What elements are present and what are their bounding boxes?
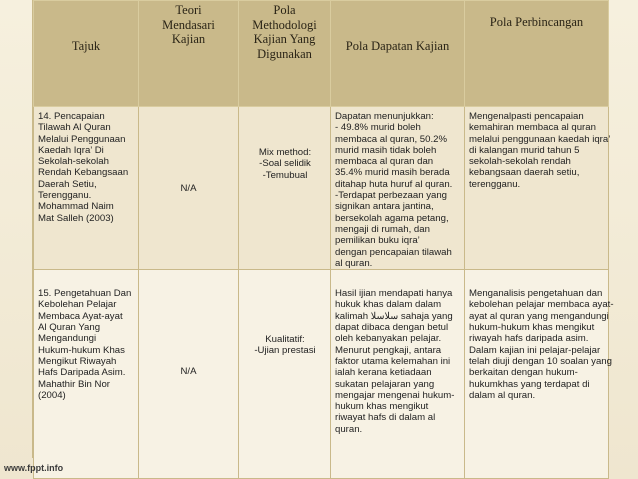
cell-line: -Terdapat perbezaan yang	[335, 190, 448, 202]
cell-line: ayat al quran yang mengandungi	[469, 310, 609, 322]
cell-line: hukum khas mengikut	[335, 401, 429, 413]
cell-line: kalimah سلاسلا sahaja yang	[335, 310, 453, 322]
cell-line: -Soal selidik	[259, 158, 311, 170]
cell-line: faktor utama kelemahan ini	[335, 355, 451, 367]
cell-line: Mengandungi	[38, 333, 97, 345]
cell-line: ditahap huta huruf al quran.	[335, 178, 453, 190]
cell-line: Dapatan menunjukkan:	[335, 111, 434, 122]
cell-line: Kaedah Iqra’ Di	[38, 144, 104, 156]
cell-line: membaca al quran dan	[335, 156, 434, 168]
cell-line: kebolehan pelajar membaca ayat-	[469, 299, 614, 311]
literature-table-container	[32, 0, 614, 458]
cell-line: 15. Pengetahuan Dan	[38, 288, 132, 300]
cell-line: signikan antara jantina,	[335, 201, 434, 213]
cell-line: pemilikan buku iqra’	[335, 235, 420, 247]
cell-line: - 49.8% murid boleh	[335, 122, 421, 134]
cell-line: hukum-hukum khas mengikut	[469, 322, 595, 334]
cell-line: -Temubual	[262, 169, 308, 181]
cell-line: Al Quran Yang	[38, 322, 101, 334]
cell-line: (2004)	[38, 389, 66, 401]
cell-perbincangan	[465, 107, 609, 270]
footer-url[interactable]: www.fppt.info	[4, 463, 64, 473]
cell-line: 14. Pencapaian	[38, 111, 105, 122]
cell-line: Mat Salleh (2003)	[38, 212, 114, 224]
header-teori	[139, 1, 239, 107]
cell-tajuk	[34, 270, 139, 479]
header-metodologi-line: Kajian Yang	[253, 32, 316, 46]
header-teori-line: Kajian	[171, 32, 206, 46]
cell-perbincangan	[465, 270, 614, 479]
cell-line: Kualitatif:	[265, 334, 305, 346]
cell-line: murid masih tidak boleh	[335, 144, 437, 156]
cell-line: telah diuji dengan 10 soalan yang	[469, 355, 612, 367]
header-dapatan	[331, 1, 465, 107]
header-metodologi-line: Pola	[273, 3, 296, 17]
cell-line: -Ujian prestasi	[254, 345, 316, 357]
header-teori-line: Mendasari	[162, 17, 215, 32]
cell-line: melalui penggunaan kaedah iqra’	[469, 133, 611, 145]
header-perbincangan-label: Pola Perbincangan	[489, 15, 584, 29]
header-tajuk-label: Tajuk	[71, 39, 101, 54]
cell-line: Mix method:	[258, 147, 312, 158]
cell-line: Rendah Kebangsaan	[38, 167, 129, 179]
cell-line: Menurut pengkaji, antara	[335, 344, 442, 356]
cell-line: 35.4% murid masih berada	[335, 167, 450, 179]
cell-line: Menganalisis pengetahuan dan	[469, 288, 603, 300]
table-row	[34, 107, 609, 270]
cell-line: Terengganu.	[38, 190, 92, 202]
cell-line: mengajar mengenai hukum-	[335, 389, 455, 401]
cell-dapatan	[331, 270, 465, 479]
cell-line: Hasil ijian mendapati hanya	[335, 288, 453, 300]
cell-line: Hukum-hukum Khas	[38, 344, 125, 356]
cell-teori-value: N/A	[180, 366, 197, 378]
cell-teori	[139, 270, 239, 479]
cell-line: ialah kerana ketiadaan	[335, 367, 432, 379]
cell-line: di kalangan murid tahun 5	[469, 144, 580, 156]
literature-table	[33, 0, 614, 479]
header-dapatan-label: Pola Dapatan Kajian	[345, 39, 450, 54]
header-row	[34, 1, 609, 107]
cell-line: membaca al quran, 50.2%	[335, 133, 447, 145]
cell-metodologi	[239, 270, 331, 479]
cell-teori	[139, 107, 239, 270]
cell-line: oleh kebanyakan pelajar.	[335, 333, 442, 345]
cell-line: Membaca Ayat-ayat	[38, 310, 123, 322]
cell-line: Mengenalpasti pencapaian	[469, 111, 584, 122]
cell-dapatan	[331, 107, 465, 270]
cell-line: Melalui Penggunaan	[38, 133, 126, 145]
cell-line: Mohammad Naim	[38, 201, 114, 213]
cell-line: bersekolah agama petang,	[335, 212, 449, 224]
header-tajuk	[34, 1, 139, 107]
cell-line: Mahathir Bin Nor	[38, 378, 110, 390]
cell-line: Tilawah Al Quran	[38, 122, 111, 134]
cell-teori-value: N/A	[180, 183, 197, 194]
cell-line: terengganu.	[469, 178, 521, 190]
cell-line: Mengikut Riwayah	[38, 355, 117, 367]
cell-line: sekolah-sekolah rendah	[469, 156, 571, 168]
header-metodologi-line: Methodologi	[252, 17, 317, 32]
cell-line: sukatan pelajaran yang	[335, 378, 435, 390]
header-perbincangan	[465, 1, 609, 107]
cell-line: Daerah Setiu,	[38, 178, 97, 190]
cell-metodologi	[239, 107, 331, 270]
cell-line: dengan pencapaian tilawah	[335, 246, 452, 258]
table-row	[34, 270, 609, 479]
cell-line: riwayah hafs daripada asim.	[469, 333, 589, 345]
cell-line: Hafs Daripada Asim.	[38, 367, 126, 379]
cell-line: dapat dibaca dengan betul	[335, 322, 449, 334]
cell-line: quran.	[335, 423, 363, 435]
cell-line: Kebolehan Pelajar	[38, 299, 117, 311]
header-teori-line: Teori	[175, 3, 202, 17]
cell-line: berkaitan dengan hukum-	[469, 367, 578, 379]
cell-line: Dalam kajian ini pelajar-pelajar	[469, 344, 601, 356]
cell-line: hukuk khas dalam dalam	[335, 299, 442, 311]
cell-line: Sekolah-sekolah	[38, 156, 109, 168]
header-metodologi	[239, 1, 331, 107]
cell-tajuk	[34, 107, 139, 270]
cell-line: kemahiran membaca al quran	[469, 122, 596, 134]
cell-line: kebangsaan daerah setiu,	[469, 167, 580, 179]
cell-line: dalam al quran.	[469, 389, 536, 401]
cell-line: hukumkhas yang terdapat di	[469, 378, 590, 390]
cell-line: al quran.	[335, 257, 373, 269]
cell-line: riwayat hafs di dalam al	[335, 412, 436, 424]
header-metodologi-line: Digunakan	[257, 46, 312, 61]
cell-line: mengaji di rumah, dan	[335, 223, 430, 235]
